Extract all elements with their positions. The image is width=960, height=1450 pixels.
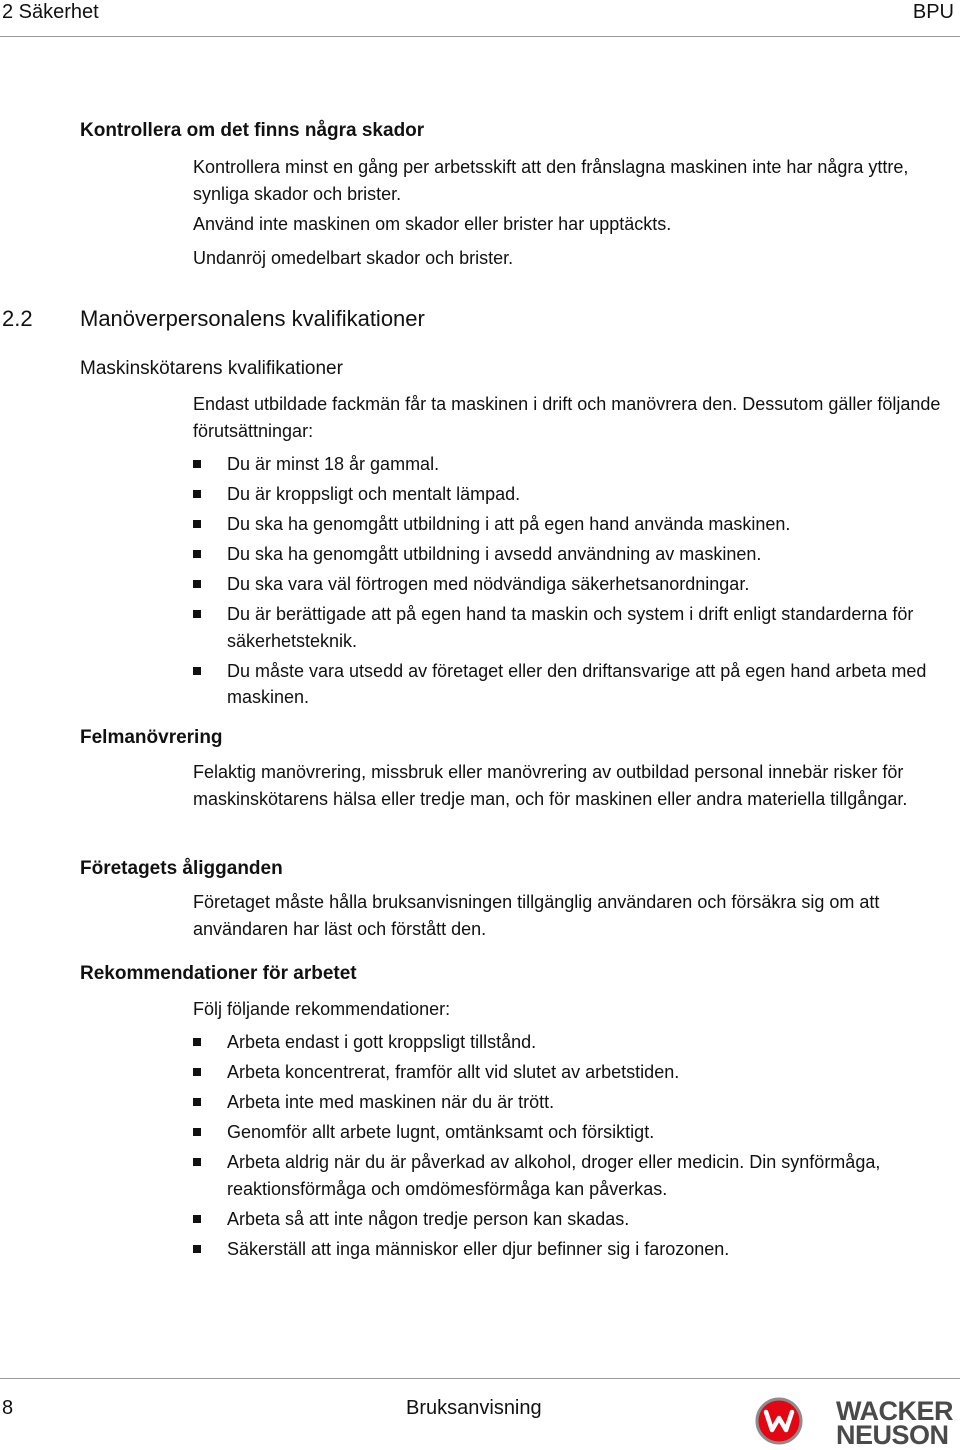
bullet-square-icon: [193, 580, 201, 588]
list-item: Du ska ha genomgått utbildning i att på egen hand använda maskinen.: [193, 511, 958, 538]
page-header: [0, 0, 960, 37]
bullet-square-icon: [193, 1128, 201, 1136]
bullet-square-icon: [193, 1098, 201, 1106]
list-item: Genomför allt arbete lugnt, omtänksamt och försiktigt.: [193, 1119, 958, 1146]
bullet-square-icon: [193, 667, 201, 675]
paragraph-fix-damage: Undanröj omedelbart skador och brister.: [193, 248, 514, 268]
qualifications-list: [193, 451, 958, 714]
recommendations-list: [193, 1029, 958, 1266]
paragraph-qualifications-intro: Endast utbildade fackmän får ta maskinen i drift och manövrera den. Dessutom gäller följande förutsättningar:: [193, 394, 941, 441]
list-item: Arbeta så att inte någon tredje person kan skadas.: [193, 1206, 958, 1233]
heading-check-damage: Kontrollera om det finns några skador: [80, 120, 425, 141]
bullet-square-icon: [193, 550, 201, 558]
bullet-square-icon: [193, 490, 201, 498]
brand-line-2: NEUSON: [836, 1420, 949, 1450]
list-item: Arbeta inte med maskinen när du är trött.: [193, 1089, 958, 1116]
heading-operator-qualifications: Maskinskötarens kvalifikationer: [80, 358, 343, 379]
chapter-title: 2 Säkerhet: [2, 1, 99, 23]
wacker-neuson-logo-icon: [755, 1397, 803, 1445]
heading-company-obligations: Företagets åligganden: [80, 858, 283, 879]
list-item: Arbeta aldrig när du är påverkad av alkohol, droger eller medicin. Din synförmåga, reaktionsförmåga och omdömesförmåga kan påverkas.: [193, 1149, 958, 1202]
bullet-square-icon: [193, 460, 201, 468]
list-item: Du ska ha genomgått utbildning i avsedd användning av maskinen.: [193, 541, 958, 568]
list-item: Du är kroppsligt och mentalt lämpad.: [193, 481, 958, 508]
list-item: Du ska vara väl förtrogen med nödvändiga säkerhetsanordningar.: [193, 571, 958, 598]
heading-misoperation: Felmanövrering: [80, 727, 223, 748]
list-item: Säkerställ att inga människor eller djur befinner sig i farozonen.: [193, 1236, 958, 1263]
paragraph-company-obligations: Företaget måste hålla bruksanvisningen tillgänglig användaren och försäkra sig om att användaren har läst och förstått den.: [193, 892, 880, 939]
paragraph-recommendations-intro: Följ följande rekommendationer:: [193, 999, 451, 1019]
bullet-square-icon: [193, 1038, 201, 1046]
paragraph-check-shift: Kontrollera minst en gång per arbetsskift att den frånslagna maskinen inte har några yttre, synliga skador och brister.: [193, 157, 909, 204]
section-number: 2.2: [2, 306, 33, 331]
paragraph-do-not-use: Använd inte maskinen om skador eller brister har upptäckts.: [193, 214, 672, 234]
list-item: Arbeta endast i gott kroppsligt tillstånd.: [193, 1029, 958, 1056]
section-title: Manöverpersonalens kvalifikationer: [80, 306, 425, 331]
list-item: Du är minst 18 år gammal.: [193, 451, 958, 478]
brand-wordmark: [836, 1396, 953, 1450]
paragraph-misoperation: Felaktig manövrering, missbruk eller manövrering av outbildad personal innebär risker för maskinskötarens hälsa eller tredje man, och för maskinen eller andra materiella tillgångar.: [193, 762, 908, 809]
brand-line-1: WACKER: [836, 1396, 953, 1426]
list-item: Arbeta koncentrerat, framför allt vid slutet av arbetstiden.: [193, 1059, 958, 1086]
page-footer: [0, 1378, 960, 1448]
list-item: Du måste vara utsedd av företaget eller den driftansvarige att på egen hand arbeta med maskinen.: [193, 658, 958, 711]
bullet-square-icon: [193, 1215, 201, 1223]
bullet-square-icon: [193, 1158, 201, 1166]
bullet-square-icon: [193, 520, 201, 528]
section-heading: [2, 306, 425, 332]
page-number: 8: [2, 1397, 14, 1419]
heading-work-recommendations: Rekommendationer för arbetet: [80, 963, 357, 984]
list-item: Du är berättigade att på egen hand ta maskin och system i drift enligt standarderna för säkerhetsteknik.: [193, 601, 958, 654]
bullet-square-icon: [193, 1245, 201, 1253]
bullet-square-icon: [193, 610, 201, 618]
document-title: Bruksanvisning: [406, 1397, 542, 1419]
bullet-square-icon: [193, 1068, 201, 1076]
product-name: BPU: [912, 1, 954, 23]
